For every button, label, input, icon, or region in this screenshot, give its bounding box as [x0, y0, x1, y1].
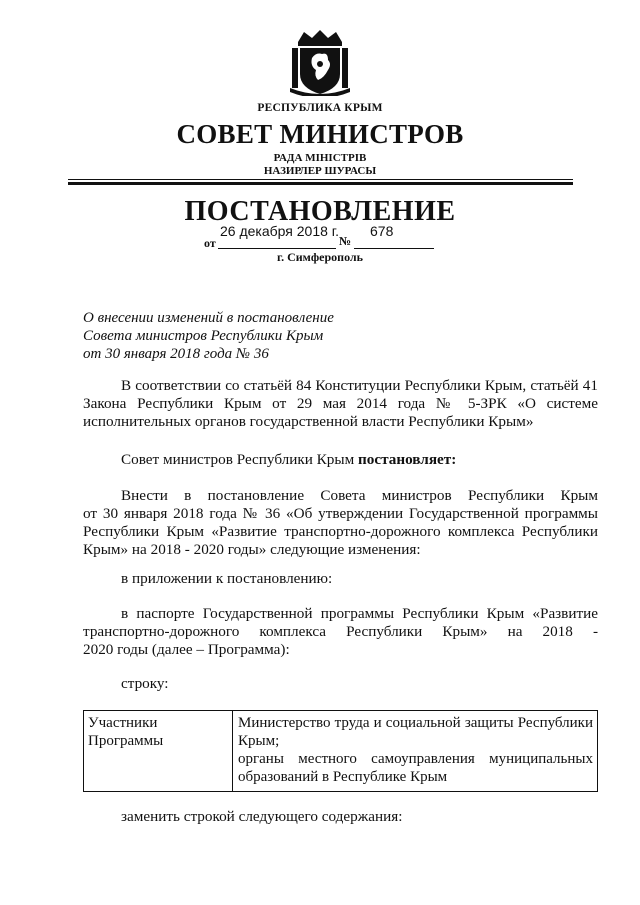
- cell-line: Программы: [88, 733, 164, 749]
- council-name-ukrainian: РАДА МІНІСТРІВ: [273, 152, 367, 164]
- paragraph-line: в паспорте Государственной программы Республики Крым «Развитие: [121, 605, 598, 622]
- paragraph-line: в приложении к постановлению:: [121, 570, 333, 587]
- decree-subject: [83, 309, 334, 363]
- cell-line: Участники: [88, 715, 158, 731]
- header-rule-thick: [68, 182, 573, 185]
- subject-line: от 30 января 2018 года № 36: [83, 346, 269, 362]
- number-label: №: [339, 234, 352, 248]
- resolution-verb: постановляет:: [358, 451, 457, 468]
- paragraph-line: Закона Республики Крым от 29 мая 2014 года № 5-ЗРК «О системе: [83, 395, 598, 412]
- row-paragraph: [83, 675, 598, 693]
- republic-name: РЕСПУБЛИКА КРЫМ: [257, 102, 383, 114]
- appendix-paragraph: [83, 570, 598, 588]
- table-cell-value: [238, 714, 593, 786]
- replace-paragraph: [83, 808, 598, 826]
- paragraph-line: заменить строкой следующего содержания:: [121, 808, 403, 825]
- paragraph-line: исполнительных органов государственной власти Республики Крым»: [83, 413, 534, 430]
- decree-date: 26 декабря 2018 г.: [220, 223, 340, 239]
- resolution-paragraph: [83, 451, 598, 469]
- decree-number: 678: [370, 223, 394, 239]
- table-cell-label: [88, 714, 163, 750]
- cell-line: органы местного самоуправления муниципальных: [238, 751, 593, 767]
- subject-line: Совета министров Республики Крым: [83, 328, 324, 344]
- number-underline: [354, 248, 434, 249]
- amendment-paragraph: [83, 487, 598, 559]
- from-label: от: [204, 236, 216, 250]
- cell-line: образований в Республике Крым: [238, 769, 448, 785]
- council-name-crimean-tatar: НАЗИРЛЕР ШУРАСЫ: [263, 165, 377, 177]
- header-rule-thin: [68, 179, 573, 180]
- decree-date-number: [204, 222, 444, 252]
- paragraph-line: Республики Крым «Развитие транспортно-дорожного комплекса Республики: [83, 523, 598, 540]
- cell-line: Министерство труда и социальной защиты Республики: [238, 715, 593, 731]
- city-name: г. Симферополь: [277, 250, 363, 264]
- paragraph-line: В соответствии со статьёй 84 Конституции Республики Крым, статьёй 41: [121, 377, 598, 394]
- decree-title: ПОСТАНОВЛЕНИЕ: [184, 196, 456, 227]
- resolution-text: Совет министров Республики Крым: [121, 451, 359, 468]
- paragraph-line: строку:: [121, 675, 169, 692]
- preamble-paragraph: [83, 377, 598, 431]
- paragraph-line: от 30 января 2018 года № 36 «Об утверждении Государственной программы: [83, 505, 598, 522]
- date-underline: [218, 248, 336, 249]
- program-participants-table: [83, 710, 598, 792]
- passport-paragraph: [83, 605, 598, 659]
- paragraph-line: 2020 годы (далее – Программа):: [83, 641, 290, 658]
- crimea-coat-of-arms-icon: [288, 28, 352, 96]
- subject-line: О внесении изменений в постановление: [83, 310, 334, 326]
- paragraph-line: транспортно-дорожного комплекса Республики Крым» на 2018 -: [83, 623, 598, 640]
- council-name: СОВЕТ МИНИСТРОВ: [176, 119, 464, 149]
- paragraph-line: Крым» на 2018 - 2020 годы» следующие изменения:: [83, 541, 421, 558]
- paragraph-line: Внести в постановление Совета министров Республики Крым: [121, 487, 598, 504]
- cell-line: Крым;: [238, 733, 280, 749]
- table-column-divider: [232, 711, 233, 791]
